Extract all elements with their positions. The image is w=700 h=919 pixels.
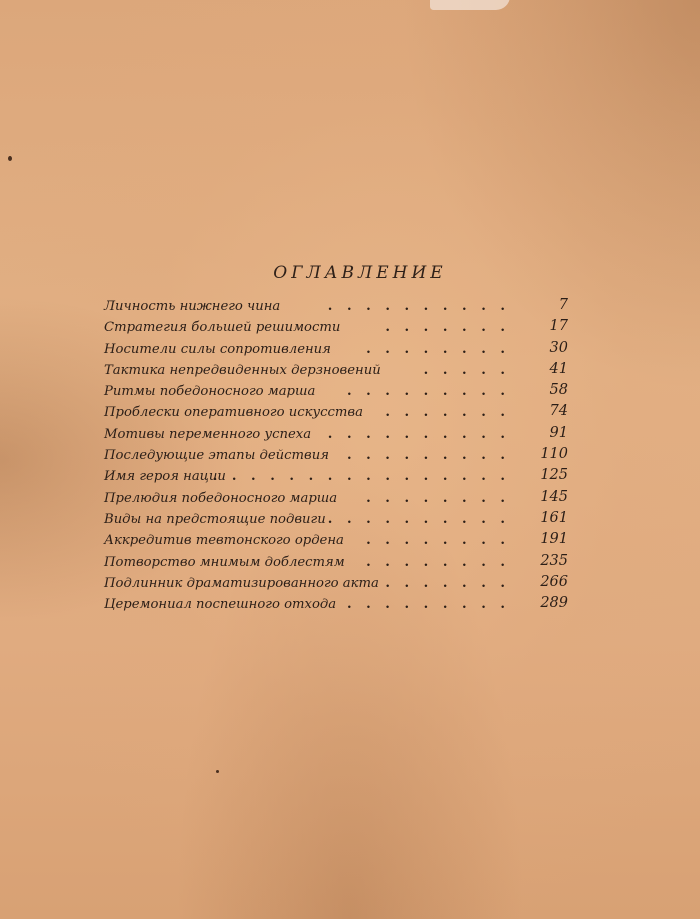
dot-leader: . . . . . . . . . . xyxy=(327,299,510,314)
toc-entry-page: 7 xyxy=(558,297,568,313)
toc-entry xyxy=(104,425,568,446)
toc-entry xyxy=(104,318,568,339)
dot-leader: . . . . . . . . . xyxy=(346,448,510,464)
toc-entry-label: Прелюдия победоносного марша xyxy=(104,490,338,506)
toc-entry-page: 161 xyxy=(540,509,568,526)
toc-entry-page: 125 xyxy=(540,467,568,484)
toc-entry-page: 41 xyxy=(549,360,568,377)
dot-leader: . . . . . . . . . . xyxy=(327,511,510,527)
toc-entry xyxy=(104,297,568,318)
dot-leader: . . . . . . . . xyxy=(366,533,510,549)
toc-entry-label: Аккредитив тевтонского ордена xyxy=(104,533,344,549)
dot-leader: . . . . . . . xyxy=(385,405,510,421)
ink-speck xyxy=(216,770,219,773)
toc-entry-label: Проблески оперативного искусства xyxy=(104,405,363,421)
toc-entry-label: Носители силы сопротивления xyxy=(104,341,331,357)
toc-entry-label: Подлинник драматизированного акта xyxy=(104,575,379,591)
toc-entry xyxy=(104,553,568,574)
toc-entry xyxy=(104,446,568,467)
toc-entry-label: Стратегия большей решимости xyxy=(104,320,341,336)
toc-entry-page: 145 xyxy=(540,488,568,505)
toc-entry-label: Личность нижнего чина xyxy=(104,299,281,314)
toc-entry xyxy=(104,574,568,595)
toc-entry-label: Последующие этапы действия xyxy=(104,448,329,464)
toc-entry-label: Мотивы переменного успеха xyxy=(104,426,312,442)
toc-entry-page: 17 xyxy=(549,318,568,335)
dot-leader: . . . . . . . . . xyxy=(346,597,510,613)
toc-entry xyxy=(104,340,568,361)
toc-entry-page: 91 xyxy=(549,424,568,441)
dot-leader: . . . . . . . xyxy=(385,320,510,336)
dot-leader: . . . . . . . xyxy=(385,575,510,591)
dot-leader: . . . . . . . . xyxy=(366,554,510,570)
dot-leader: . . . . . . . . . xyxy=(346,384,510,400)
page-title: ОГЛАВЛЕНИЕ xyxy=(273,263,447,283)
toc-entry xyxy=(104,531,568,552)
toc-entry-label: Имя героя нации xyxy=(104,469,226,485)
toc-entry-label: Ритмы победоносного марша xyxy=(104,384,316,400)
ink-speck xyxy=(8,156,12,161)
toc-entry xyxy=(104,467,568,488)
toc-entry xyxy=(104,489,568,510)
paper-tear xyxy=(430,0,510,10)
toc-entry-page: 30 xyxy=(549,339,568,356)
toc-entry-page: 289 xyxy=(540,595,568,612)
toc-entry xyxy=(104,510,568,531)
toc-entry xyxy=(104,361,568,382)
toc-entry-page: 74 xyxy=(549,403,568,420)
toc-entry-page: 110 xyxy=(540,446,568,463)
toc-entry-page: 58 xyxy=(549,382,568,399)
dot-leader: . . . . . . . . xyxy=(366,490,510,506)
toc-entry-label: Тактика непредвиденных дерзновений xyxy=(104,362,381,378)
toc-entry-label: Потворство мнимым доблестям xyxy=(104,554,345,570)
toc-entry-label: Церемониал поспешного отхода xyxy=(104,597,337,613)
toc-entry-label: Виды на предстоящие подвиги xyxy=(104,511,326,527)
toc-entry xyxy=(104,595,568,616)
dot-leader: . . . . . . . . . . . . . . . . xyxy=(212,469,510,485)
toc-entry xyxy=(104,382,568,403)
toc-entry-page: 266 xyxy=(540,573,568,590)
dot-leader: . . . . . xyxy=(423,362,510,378)
dot-leader: . . . . . . . . . . xyxy=(327,426,510,442)
toc-entry-page: 235 xyxy=(540,552,568,569)
dot-leader: . . . . . . . . xyxy=(366,341,510,357)
toc-entry xyxy=(104,403,568,424)
table-of-contents xyxy=(104,297,568,616)
toc-entry-page: 191 xyxy=(540,531,568,548)
